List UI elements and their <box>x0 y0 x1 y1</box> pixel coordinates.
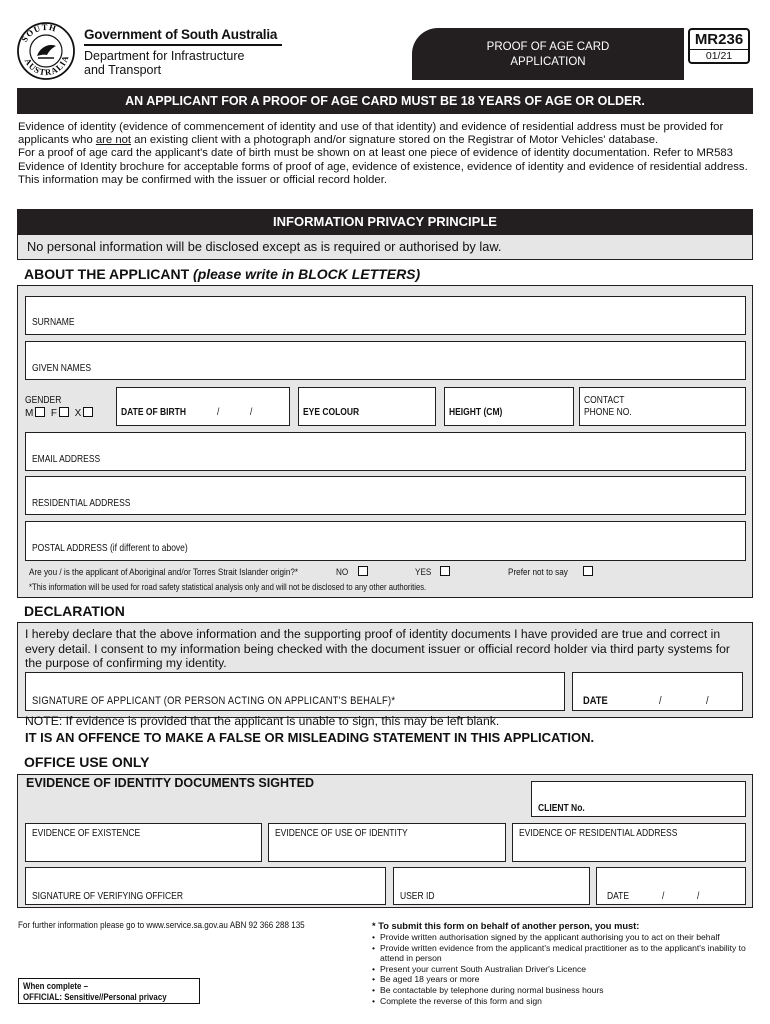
office-date-sep-2: / <box>697 891 700 902</box>
privacy-heading: INFORMATION PRIVACY PRINCIPLE <box>17 209 753 235</box>
email-label: EMAIL ADDRESS <box>32 454 101 465</box>
declaration-text: I hereby declare that the above information and the supporting proof of identity documents I have provided are true and correct in every detail. I consent to my information being checked with the document issuer or official record holder via third party systems for the purpose of confirming my identity. <box>25 627 730 670</box>
government-crest-logo <box>16 22 76 80</box>
evidence-use-identity-label: EVIDENCE OF USE OF IDENTITY <box>275 828 408 839</box>
gender-f-label: F <box>50 408 58 419</box>
verifying-officer-signature-field[interactable] <box>25 867 386 905</box>
origin-yes-label: YES <box>415 567 432 578</box>
form-title-tab <box>412 28 684 80</box>
gender-m-checkbox[interactable] <box>35 407 45 417</box>
contact-phone-label: CONTACT PHONE NO. <box>584 395 632 418</box>
postal-address-label: POSTAL ADDRESS (if different to above) <box>32 543 188 554</box>
surname-label: SURNAME <box>32 317 75 328</box>
height-label: HEIGHT (CM) <box>449 407 503 418</box>
office-date-label: DATE <box>607 891 630 902</box>
intro-paragraph-2: For a proof of age card the applicant's date of birth must be shown on at least one piece of evidence of identity documentation. Refer to MR583 Evidence of Identity brochure for acceptable forms of proof of age, evidence of existence, evidence of identity and evidence of residential address. This information may be confirmed with the issuer or official record holder. <box>18 147 748 186</box>
list-item: • Be aged 18 years or more <box>372 974 754 985</box>
applicant-signature-label: SIGNATURE OF APPLICANT (OR PERSON ACTING ON APPLICANT'S BEHALF)* <box>32 695 396 707</box>
client-number-field[interactable] <box>531 781 746 817</box>
origin-question: Are you / is the applicant of Aboriginal and/or Torres Strait Islander origin?* <box>29 567 299 578</box>
classification-line2: OFFICIAL: Sensitive//Personal privacy <box>23 992 167 1002</box>
classification-line1: When complete – <box>23 981 88 991</box>
office-use-panel <box>17 774 753 908</box>
decl-date-sep-2: / <box>706 695 709 707</box>
origin-prefer-label: Prefer not to say <box>508 567 568 578</box>
dob-sep-2: / <box>250 407 253 418</box>
user-id-label: USER ID <box>400 891 435 902</box>
gender-m-label: M <box>25 408 34 419</box>
eye-colour-field[interactable] <box>298 387 436 426</box>
origin-prefer-checkbox[interactable] <box>583 566 593 576</box>
office-date-sep-1: / <box>662 891 665 902</box>
about-applicant-panel <box>17 285 753 598</box>
list-item: • Provide written authorisation signed by the applicant authorising you to act on their behalf <box>372 932 754 943</box>
intro-text <box>18 121 754 187</box>
decl-date-sep-1: / <box>659 695 662 707</box>
gender-x-label: X <box>74 408 82 419</box>
dob-sep-1: / <box>217 407 220 418</box>
department-name-line1: Department for Infrastructure <box>84 49 245 63</box>
svg-text:AUSTRALIA: AUSTRALIA <box>22 53 71 78</box>
office-date-field[interactable] <box>596 867 746 905</box>
origin-no-label: NO <box>336 567 349 578</box>
department-name-line2: and Transport <box>84 63 162 77</box>
declaration-date-label: DATE <box>583 695 608 707</box>
declaration-note: NOTE: If evidence is provided that the applicant is unable to sign, this may be left blank. <box>25 714 500 728</box>
privacy-text: No personal information will be disclosed except as is required or authorised by law. <box>17 235 753 260</box>
list-item: • Provide written evidence from the applicant's medical practitioner as to the applicant's inability to attend in person <box>372 943 754 964</box>
verifying-officer-signature-label: SIGNATURE OF VERIFYING OFFICER <box>32 891 183 902</box>
offence-warning: IT IS AN OFFENCE TO MAKE A FALSE OR MISLEADING STATEMENT IN THIS APPLICATION. <box>25 730 595 745</box>
surname-field[interactable] <box>25 296 746 335</box>
government-name: Government of South Australia <box>84 27 278 42</box>
origin-note: *This information will be used for road safety statistical analysis only and will not be disclosed to any other authorities. <box>29 582 427 592</box>
dob-label: DATE OF BIRTH <box>121 407 187 418</box>
form-version: 01/21 <box>690 49 748 62</box>
given-names-field[interactable] <box>25 341 746 380</box>
evidence-existence-field[interactable] <box>25 823 262 862</box>
residential-address-label: RESIDENTIAL ADDRESS <box>32 498 131 509</box>
about-applicant-title: ABOUT THE APPLICANT (please write in BLOCK LETTERS) <box>24 266 421 282</box>
form-code-box <box>688 28 750 64</box>
office-use-title: OFFICE USE ONLY <box>24 754 150 770</box>
postal-address-field[interactable] <box>25 521 746 561</box>
evidence-existence-label: EVIDENCE OF EXISTENCE <box>32 828 141 839</box>
evidence-residential-field[interactable] <box>512 823 746 862</box>
form-code: MR236 <box>694 31 744 48</box>
applicant-signature-field[interactable] <box>25 672 565 711</box>
form-title-line1: PROOF OF AGE CARD <box>486 41 610 53</box>
age-requirement-banner: AN APPLICANT FOR A PROOF OF AGE CARD MUST BE 18 YEARS OF AGE OR OLDER. <box>17 88 753 114</box>
declaration-date-field[interactable] <box>572 672 743 711</box>
email-field[interactable] <box>25 432 746 471</box>
classification-box <box>18 978 200 1004</box>
list-item: • Present your current South Australian Driver's Licence <box>372 964 754 975</box>
evidence-residential-label: EVIDENCE OF RESIDENTIAL ADDRESS <box>519 828 678 839</box>
submit-on-behalf-list <box>372 932 754 1006</box>
list-item: • Complete the reverse of this form and sign <box>372 996 754 1007</box>
evidence-use-identity-field[interactable] <box>268 823 506 862</box>
gender-label: GENDER <box>25 395 62 406</box>
gender-x-checkbox[interactable] <box>83 407 93 417</box>
footer-info: For further information please go to www.service.sa.gov.au ABN 92 366 288 135 <box>18 920 305 931</box>
origin-yes-checkbox[interactable] <box>440 566 450 576</box>
contact-phone-field[interactable] <box>579 387 746 426</box>
submit-on-behalf-heading: * To submit this form on behalf of another person, you must: <box>372 921 640 931</box>
list-item: • Be contactable by telephone during normal business hours <box>372 985 754 996</box>
svg-text:SOUTH: SOUTH <box>19 22 59 44</box>
form-title-line2: APPLICATION <box>510 56 586 68</box>
declaration-title: DECLARATION <box>24 603 125 619</box>
gender-options <box>25 407 93 419</box>
date-of-birth-field[interactable] <box>116 387 290 426</box>
office-use-subtitle: EVIDENCE OF IDENTITY DOCUMENTS SIGHTED <box>26 776 314 790</box>
gender-f-checkbox[interactable] <box>59 407 69 417</box>
height-field[interactable] <box>444 387 574 426</box>
eye-colour-label: EYE COLOUR <box>303 407 360 418</box>
intro-paragraph-1: Evidence of identity (evidence of commencement of identity and use of that identity) and evidence of residential address must be provided for applicants who are not an existing client with a photograph and/or signature stored on the Registrar of Motor Vehicles' database. <box>18 121 724 147</box>
client-number-label: CLIENT No. <box>538 803 585 814</box>
user-id-field[interactable] <box>393 867 590 905</box>
origin-no-checkbox[interactable] <box>358 566 368 576</box>
header-rule <box>84 44 282 46</box>
residential-address-field[interactable] <box>25 476 746 515</box>
given-names-label: GIVEN NAMES <box>32 363 92 374</box>
